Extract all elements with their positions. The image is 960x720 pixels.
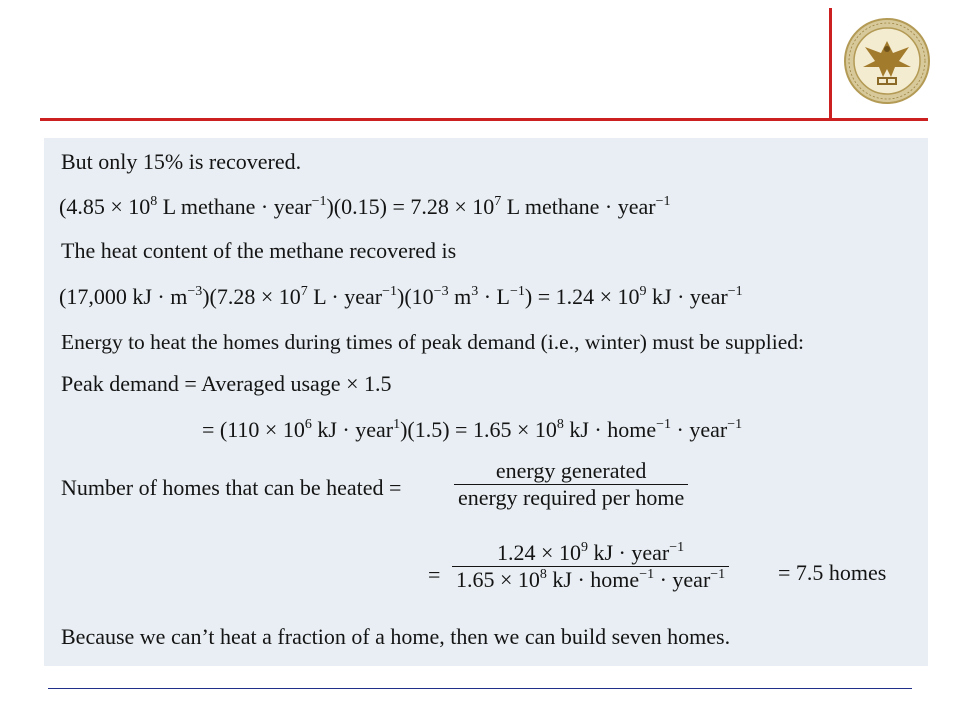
heat-content-label: The heat content of the methane recovered is [61,238,457,263]
header-vertical-rule [829,8,832,120]
fraction-homes-calculation [452,540,729,593]
fraction-numerator-value: $1.24 \times 10^9$ kJ · year$^{-1}$ [497,540,685,565]
homes-heated-label: Number of homes that can be heated = [61,475,402,500]
energy-statement: Energy to heat the homes during times of peak demand (i.e., winter) must be supplied: [61,330,804,354]
header-horizontal-rule [40,118,928,121]
conclusion-text: Because we can’t heat a fraction of a home, then we can build seven homes. [61,624,731,649]
peak-demand-line: Peak demand = Averaged usage × 1.5 [61,371,392,396]
equation-heat-content: (17,000 kJ · $m^{-3})(7.28 \times 10^7$ $L \cdot year^{-1})(10^{-3}$ $m^3 \cdot L^{-1}) = 1.24 \times 10^9$ kJ · year$^{-1}$ [59,284,743,309]
university-seal-eagle-icon [843,17,931,105]
equation-methane-recovered: ($4.85 \times 10^8$ L methane · year$^{-1}$)(0.15) = $7.28 \times 10^7$ L methane · year$^{-1}$ [59,194,671,219]
equation-peak-demand: = ($110 \times 10^6$ kJ · year$^1$)(1.5) = $1.65 \times 10^8$ kJ · home$^{-1}$ · year$^{-1}$ [202,417,743,442]
footer-rule [48,688,912,689]
fraction-denominator-value: $1.65 \times 10^8$ kJ · home$^{-1}$ · year$^{-1}$ [452,566,729,593]
content-panel [44,138,928,666]
fraction-energy-ratio [454,458,688,511]
fraction-denominator: energy required per home [454,484,688,511]
recovered-note: But only 15% is recovered. [61,149,302,174]
fraction-numerator: energy generated [495,458,647,483]
result-homes: = 7.5 homes [778,560,887,585]
equals-sign: = [428,562,441,587]
